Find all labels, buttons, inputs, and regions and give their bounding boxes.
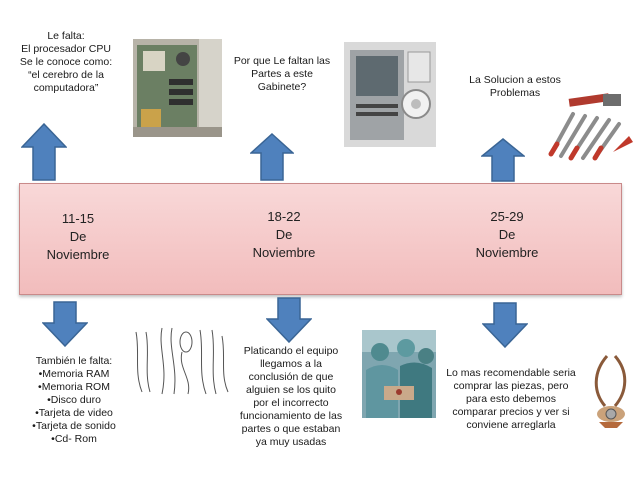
stethoscope-photo (585, 352, 635, 430)
list-item: •Tarjeta de sonido (32, 420, 116, 432)
date-month: Noviembre (252, 245, 316, 260)
date-de: De (498, 227, 516, 242)
down-arrow-icon (266, 297, 312, 343)
down-arrow-icon (42, 301, 88, 347)
gabinete-question-note: Por que Le faltan las Partes a este Gabinete? (233, 55, 331, 93)
missing-parts-title: También le falta: (35, 355, 113, 367)
motherboard-photo (133, 39, 222, 137)
missing-parts-list (10, 355, 138, 446)
up-arrow-icon (250, 133, 294, 181)
list-item: •Memoria ROM (38, 381, 110, 393)
list-item: •Memoria RAM (38, 368, 110, 380)
recommendation-note: Lo mas recomendable seria comprar las piezas, pero para esto debemos comparar precios y ver si conviene arreglarla (446, 367, 576, 431)
gabinete-photo (344, 42, 436, 147)
anatomy-sketch (128, 322, 234, 398)
date-month: Noviembre (46, 247, 110, 262)
surgery-photo (362, 330, 436, 418)
tools-photo (543, 92, 635, 164)
date-days: 25-29 (490, 209, 524, 224)
date-days: 11-15 (61, 211, 95, 226)
list-item: •Disco duro (47, 394, 101, 406)
date-block-1 (22, 210, 134, 264)
conclusion-note: Platicando el equipo llegamos a la conclusión de que alguien se los quito por el incorrecto funcionamiento de las partes o que estaban ya muy usadas (239, 345, 343, 448)
date-de: De (275, 227, 293, 242)
up-arrow-icon (21, 123, 67, 181)
date-block-3 (451, 208, 563, 262)
date-month: Noviembre (475, 245, 539, 260)
date-de: De (69, 229, 87, 244)
date-block-2 (228, 208, 340, 262)
cpu-note: Le falta: El procesador CPU Se le conoce como: “el cerebro de la computadora” (19, 30, 113, 94)
up-arrow-icon (481, 138, 525, 182)
solucion-note: La Solucion a estos Problemas (469, 74, 561, 99)
down-arrow-icon (482, 302, 528, 348)
list-item: •Tarjeta de video (35, 407, 113, 419)
list-item: •Cd- Rom (51, 433, 97, 445)
date-days: 18-22 (267, 209, 301, 224)
